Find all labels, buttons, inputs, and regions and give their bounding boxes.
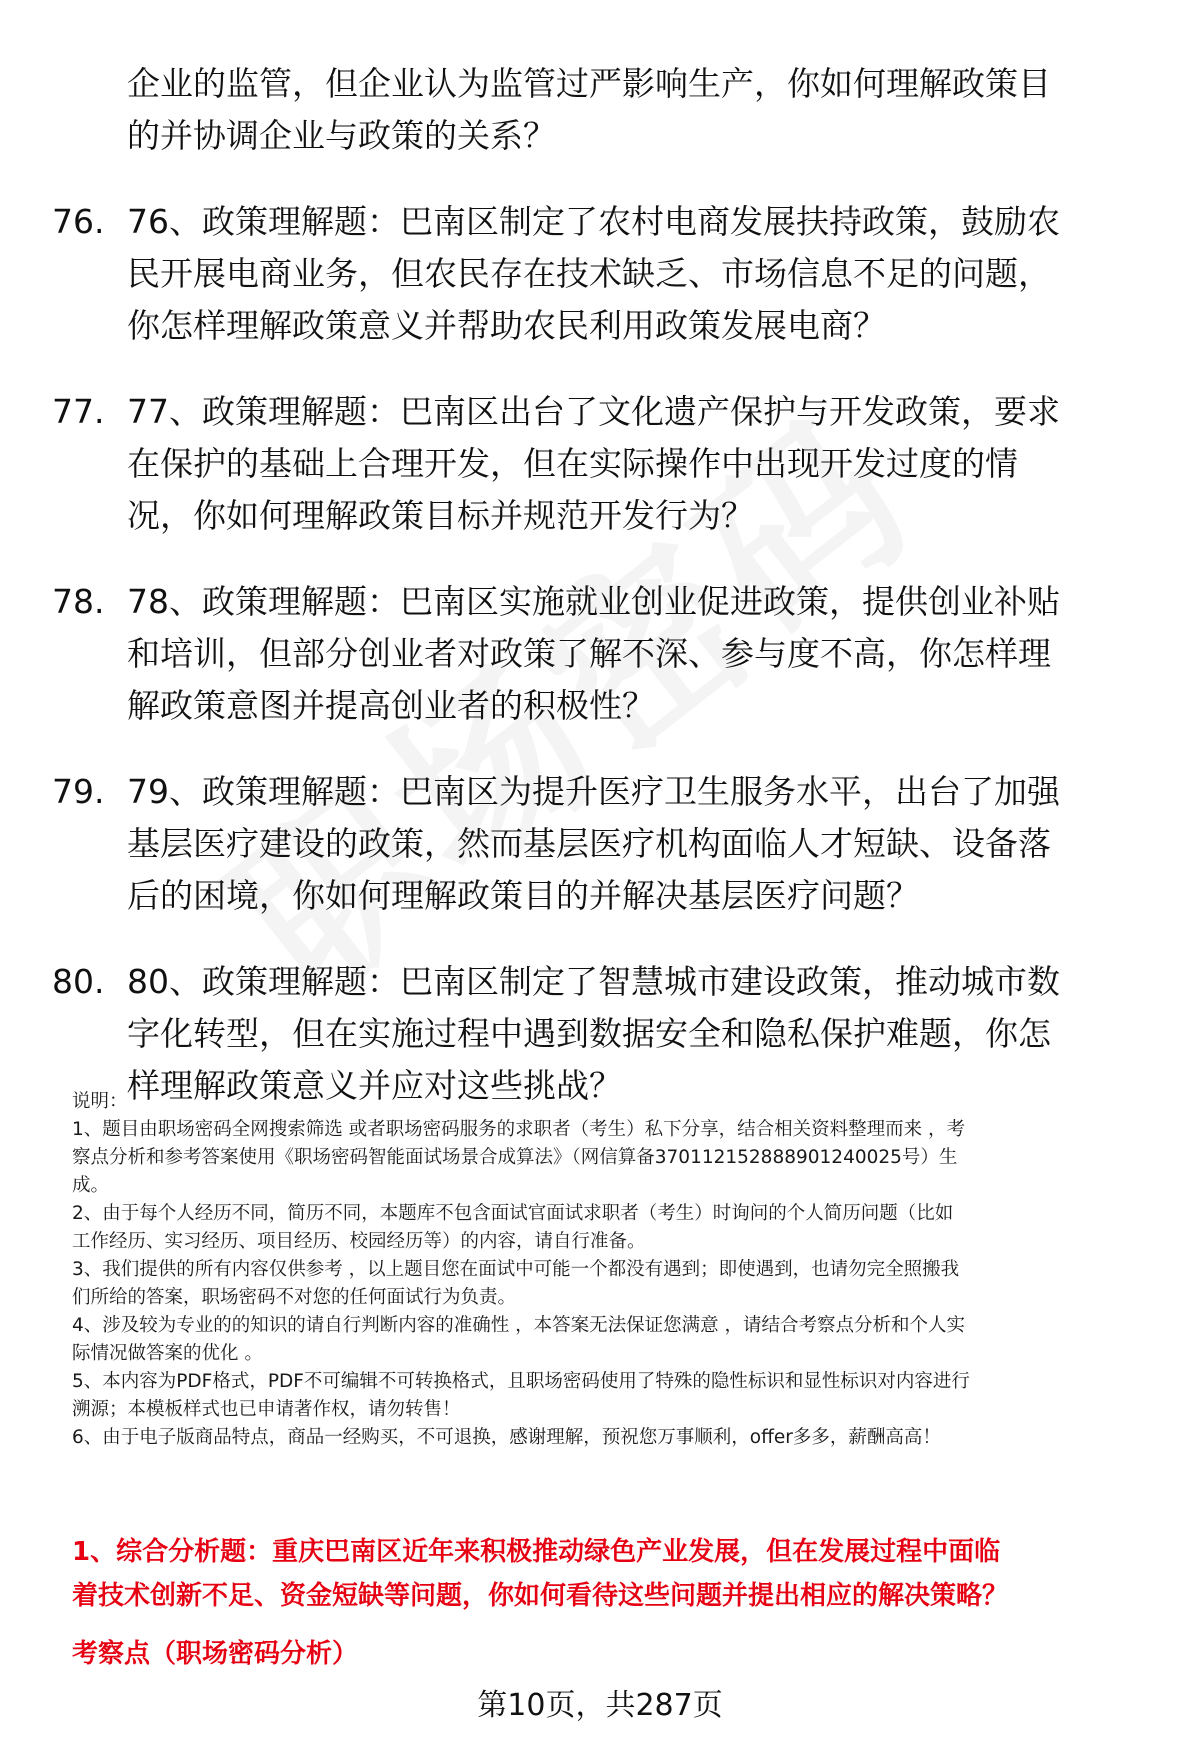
question-text [127, 766, 1152, 922]
question-line: 后的困境，你如何理解政策目的并解决基层医疗问题？ [127, 876, 919, 915]
notes-line: 溯源；本模板样式也已申请著作权，请勿转售！ [72, 1399, 461, 1420]
notes-line: 们所给的答案，职场密码不对您的任何面试行为负责。 [72, 1287, 517, 1308]
question-line: 78、政策理解题：巴南区实施就业创业促进政策，提供创业补贴 [127, 582, 1060, 621]
notes-line: 工作经历、实习经历、项目经历、校园经历等）的内容，请自行准备。 [72, 1231, 646, 1252]
notes-line: 3、我们提供的所有内容仅供参考 ，以上题目您在面试中可能一个都没有遇到；即使遇到，也请勿完全照搬我 [72, 1259, 960, 1280]
question-text [127, 386, 1152, 542]
question-line: 基层医疗建设的政策，然而基层医疗机构面临人才短缺、设备落 [127, 824, 1051, 863]
kaochadian-heading: 考察点（职场密码分析） [72, 1639, 359, 1669]
question-line: 在保护的基础上合理开发，但在实际操作中出现开发过度的情 [127, 444, 1018, 483]
notes-line: 察点分析和参考答案使用《职场密码智能面试场景合成算法》（网信算备370112152888901240025号）生 [72, 1147, 958, 1168]
comprehensive-question-line: 1、综合分析题：重庆巴南区近年来积极推动绿色产业发展，但在发展过程中面临 [72, 1537, 1001, 1567]
question-text [127, 58, 1152, 162]
comprehensive-question [72, 1530, 1152, 1618]
question-number: 79. [52, 772, 105, 811]
question-item [0, 58, 1200, 162]
notes-line: 4、涉及较为专业的的知识的请自行判断内容的准确性 ，本答案无法保证您满意 ，请结合考察点分析和个人实 [72, 1315, 966, 1336]
question-line: 你怎样理解政策意义并帮助农民利用政策发展电商？ [127, 306, 886, 345]
question-item [0, 196, 1200, 352]
notes-line: 5、本内容为PDF格式，PDF不可编辑不可转换格式，且职场密码使用了特殊的隐性标识和显性标识对内容进行 [72, 1371, 970, 1392]
notes-line: 际情况做答案的优化 。 [72, 1343, 263, 1364]
question-item [0, 386, 1200, 542]
question-number: 80. [52, 962, 105, 1001]
question-line: 企业的监管，但企业认为监管过严影响生产，你如何理解政策目 [127, 64, 1051, 103]
notes-title: 说明： [72, 1091, 128, 1112]
question-line: 字化转型，但在实施过程中遇到数据安全和隐私保护难题，你怎 [127, 1014, 1051, 1053]
question-line: 和培训，但部分创业者对政策了解不深、参与度不高，你怎样理 [127, 634, 1051, 673]
notes-line: 6、由于电子版商品特点，商品一经购买，不可退换，感谢理解，预祝您万事顺利，offer多多，薪酬高高！ [72, 1427, 941, 1448]
comprehensive-question-line: 着技术创新不足、资金短缺等问题，你如何看待这些问题并提出相应的解决策略？ [72, 1581, 1009, 1611]
question-number: 78. [52, 582, 105, 621]
question-text [127, 196, 1152, 352]
question-line: 的并协调企业与政策的关系？ [127, 116, 556, 155]
question-line: 民开展电商业务，但农民存在技术缺乏、市场信息不足的问题， [127, 254, 1051, 293]
question-number: 76. [52, 202, 105, 241]
disclaimer-notes [72, 1088, 1162, 1452]
notes-line: 1、题目由职场密码全网搜索筛选 或者职场密码服务的求职者（考生）私下分享，结合相关资料整理而来 ，考 [72, 1119, 966, 1140]
question-line: 样理解政策意义并应对这些挑战？ [127, 1066, 622, 1105]
question-line: 77、政策理解题：巴南区出台了文化遗产保护与开发政策，要求 [127, 392, 1060, 431]
question-line: 80、政策理解题：巴南区制定了智慧城市建设政策，推动城市数 [127, 962, 1060, 1001]
question-item [0, 766, 1200, 922]
question-list [0, 58, 1200, 1146]
question-text [127, 576, 1152, 732]
question-number: 77. [52, 392, 105, 431]
question-item [0, 576, 1200, 732]
question-line: 79、政策理解题：巴南区为提升医疗卫生服务水平，出台了加强 [127, 772, 1060, 811]
question-line: 况，你如何理解政策目标并规范开发行为？ [127, 496, 754, 535]
notes-line: 成。 [72, 1175, 110, 1196]
page-footer: 第10页，共287页 [477, 1688, 723, 1723]
question-line: 76、政策理解题：巴南区制定了农村电商发展扶持政策，鼓励农 [127, 202, 1060, 241]
notes-line: 2、由于每个人经历不同，简历不同，本题库不包含面试官面试求职者（考生）时询问的个人简历问题（比如 [72, 1203, 954, 1224]
question-line: 解政策意图并提高创业者的积极性？ [127, 686, 655, 725]
